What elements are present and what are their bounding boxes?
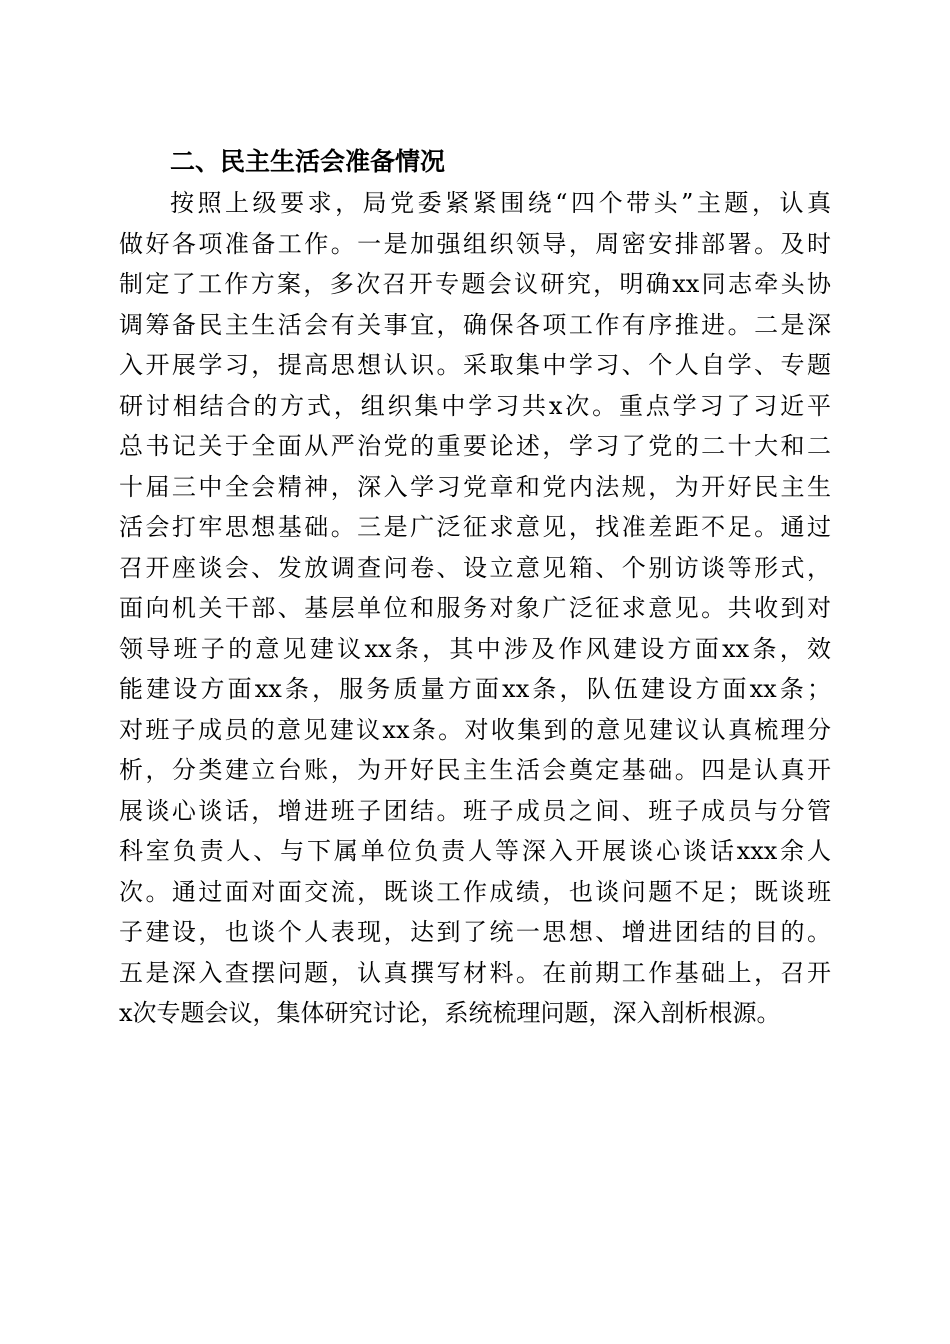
document-body (119, 142, 831, 1034)
paragraph-line: 调筹备民主生活会有关事宜，确保各项工作有序推进。二是深 (119, 310, 831, 339)
paragraph-line: 领导班子的意见建议xx条，其中涉及作风建设方面xx条，效 (119, 634, 831, 663)
section-paragraph (119, 183, 831, 1034)
paragraph-line: 能建设方面xx条，服务质量方面xx条，队伍建设方面xx条； (119, 675, 831, 703)
paragraph-line: 科室负责人、与下属单位负责人等深入开展谈心谈话xxx余人 (119, 837, 831, 865)
paragraph-line: 次。通过面对面交流，既谈工作成绩，也谈问题不足；既谈班 (119, 877, 831, 906)
paragraph-line: 面向机关干部、基层单位和服务对象广泛征求意见。共收到对 (119, 594, 831, 622)
paragraph-line: 活会打牢思想基础。三是广泛征求意见，找准差距不足。通过 (119, 513, 831, 541)
section-heading: 二、民主生活会准备情况 (170, 147, 446, 176)
paragraph-line: 做好各项准备工作。一是加强组织领导，周密安排部署。及时 (119, 229, 831, 258)
paragraph-line: x次专题会议，集体研究讨论，系统梳理问题，深入剖析根源。 (119, 999, 781, 1027)
paragraph-line: 十届三中全会精神，深入学习党章和党内法规，为开好民主生 (119, 472, 831, 501)
paragraph-line: 研讨相结合的方式，组织集中学习共x次。重点学习了习近平 (119, 391, 831, 420)
paragraph-line: 五是深入查摆问题，认真撰写材料。在前期工作基础上，召开 (119, 958, 831, 987)
paragraph-line: 总书记关于全面从严治党的重要论述，学习了党的二十大和二 (119, 432, 831, 460)
paragraph-line: 召开座谈会、发放调查问卷、设立意见箱、个别访谈等形式， (119, 553, 831, 582)
paragraph-line: 子建设，也谈个人表现，达到了统一思想、增进团结的目的。 (119, 918, 831, 946)
paragraph-line: 按照上级要求，局党委紧紧围绕“四个带头”主题，认真 (170, 189, 831, 217)
paragraph-line: 对班子成员的意见建议xx条。对收集到的意见建议认真梳理分 (119, 715, 831, 744)
paragraph-line: 析，分类建立台账，为开好民主生活会奠定基础。四是认真开 (119, 756, 831, 784)
paragraph-line: 入开展学习，提高思想认识。采取集中学习、个人自学、专题 (119, 351, 831, 379)
paragraph-line: 展谈心谈话，增进班子团结。班子成员之间、班子成员与分管 (119, 796, 831, 825)
paragraph-line: 制定了工作方案，多次召开专题会议研究，明确xx同志牵头协 (119, 270, 831, 298)
